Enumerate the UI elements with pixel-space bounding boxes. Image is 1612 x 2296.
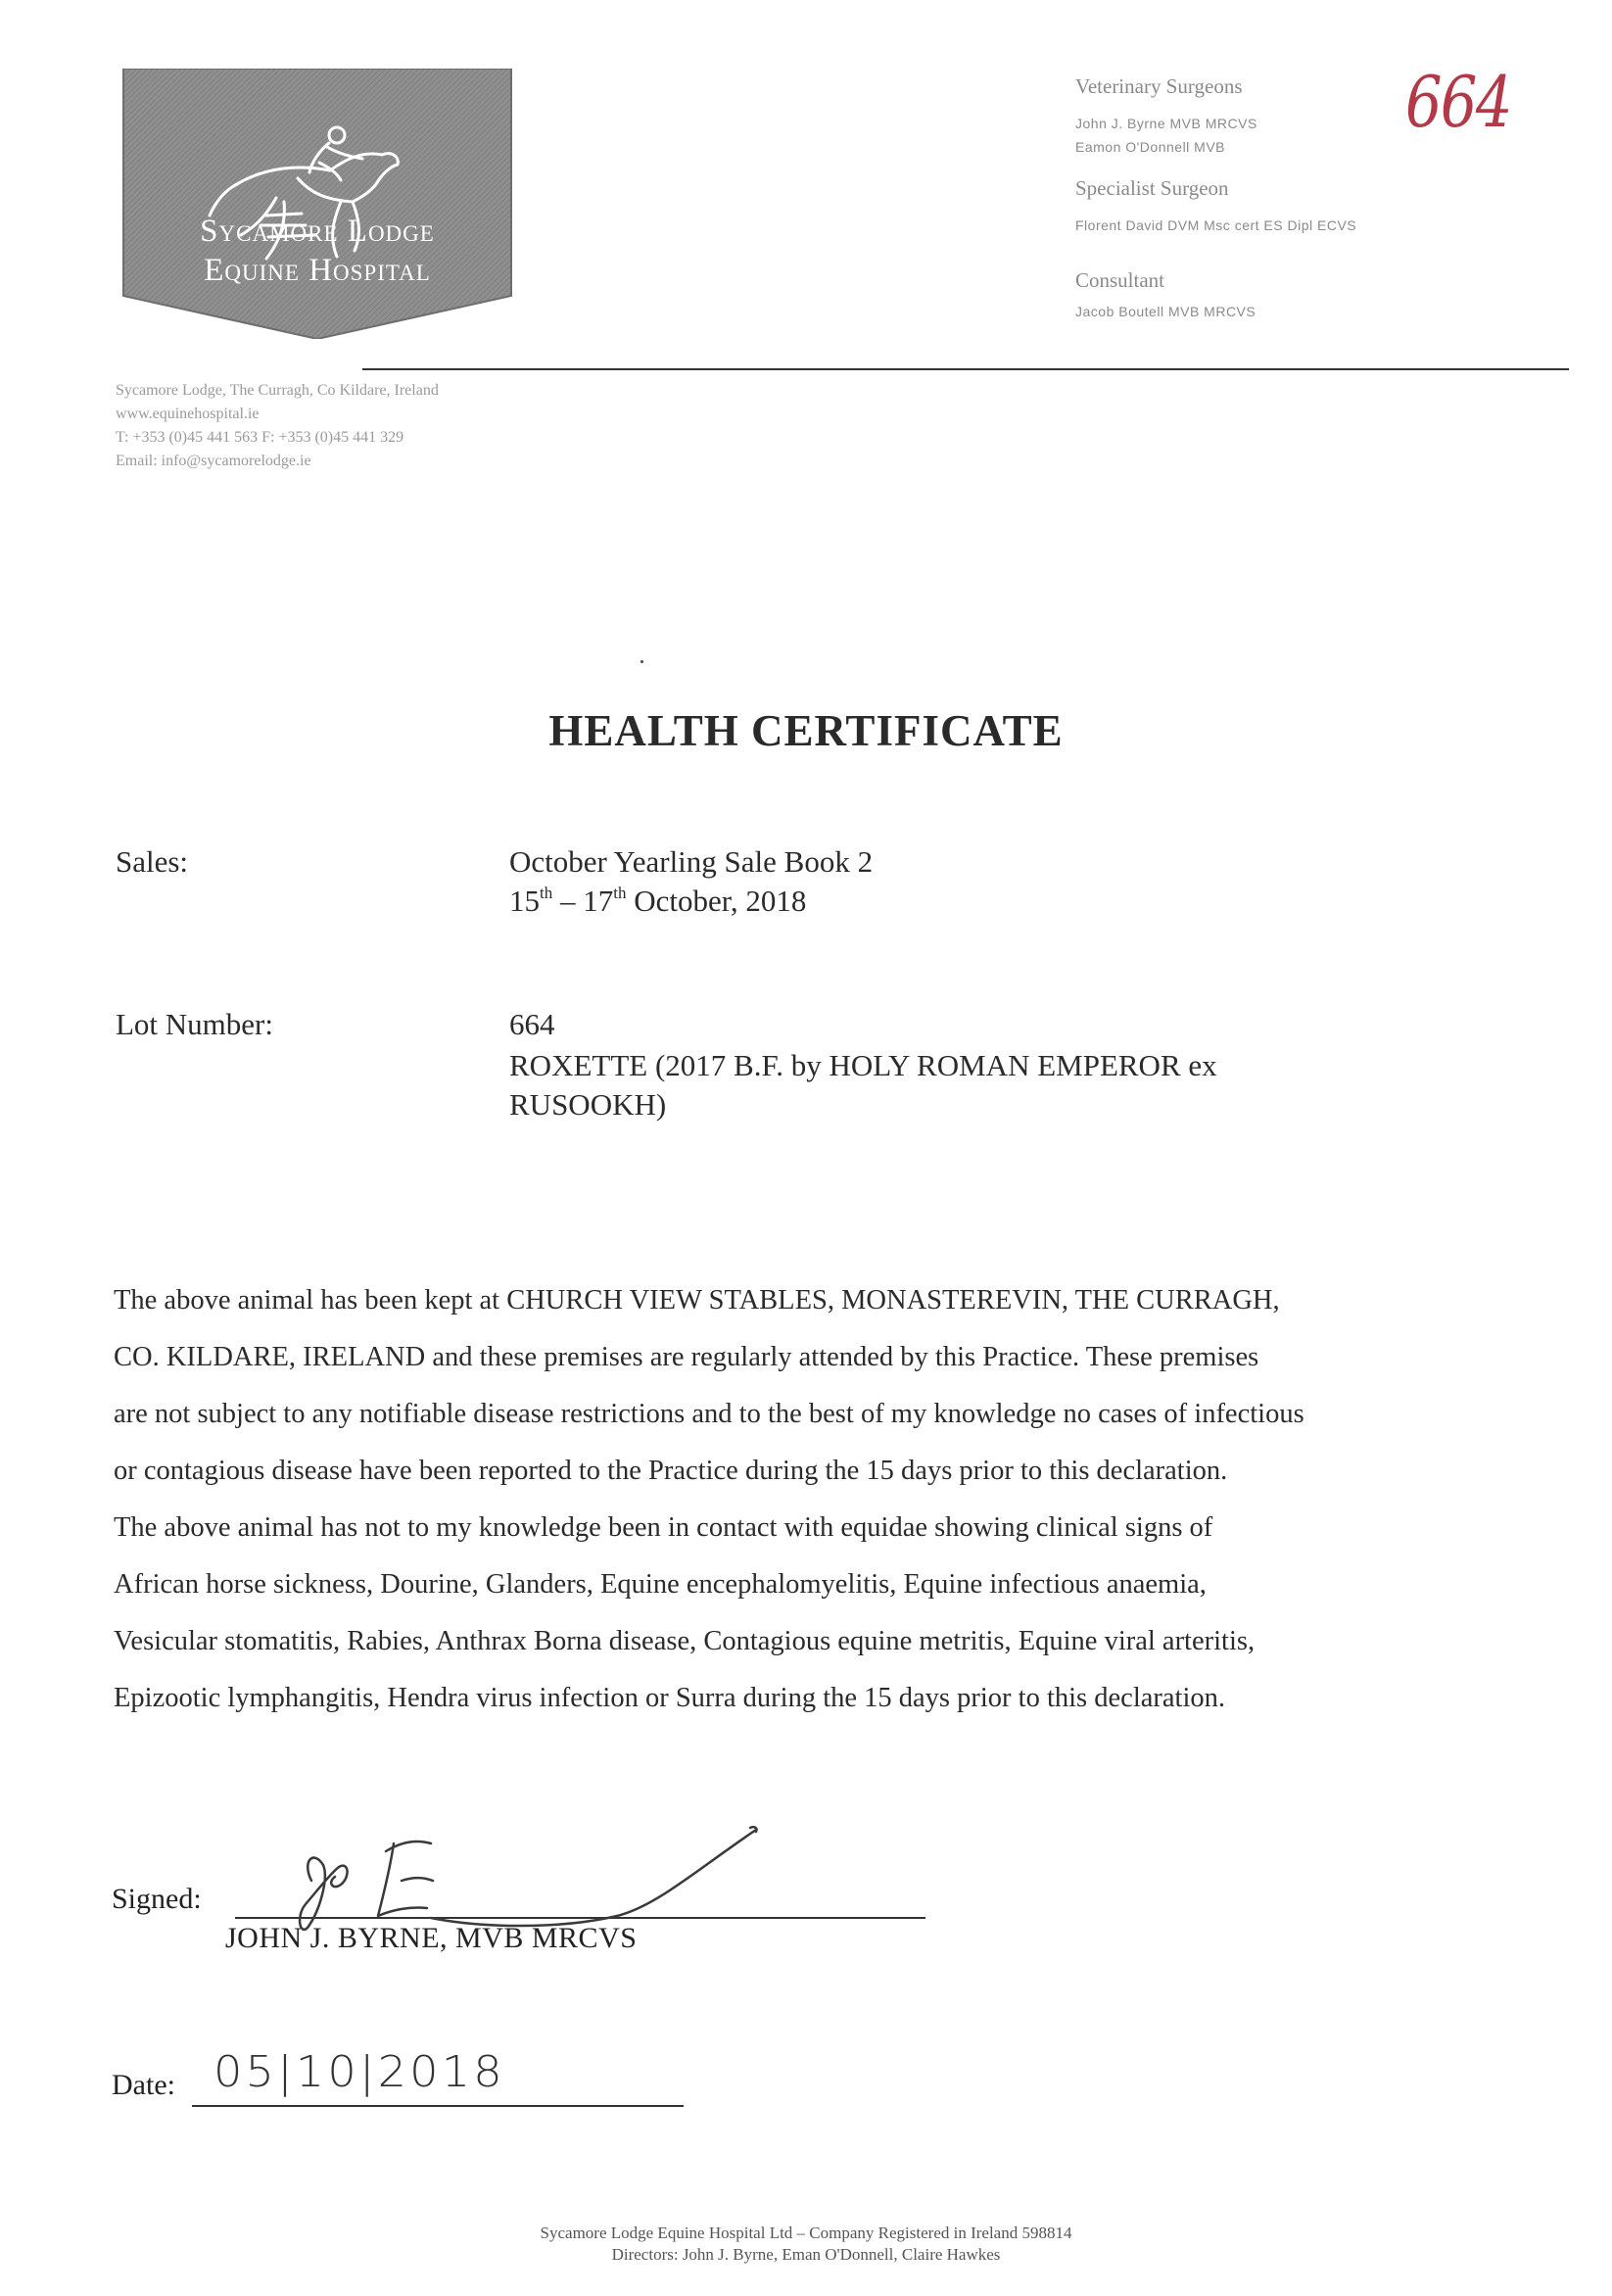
footer-directors: Directors: John J. Byrne, Eman O'Donnell, Claire Hawkes bbox=[611, 2245, 1001, 2264]
specialist-title: Specialist Surgeon bbox=[1075, 176, 1229, 200]
consultant-name: Jacob Boutell MVB MRCVS bbox=[1075, 304, 1256, 319]
declaration-line: Epizootic lymphangitis, Hendra virus infection or Surra during the 15 days prior to this declaration. bbox=[114, 1683, 1225, 1713]
vet-surgeon-name: John J. Byrne MVB MRCVS bbox=[1075, 116, 1257, 131]
sales-label: Sales: bbox=[116, 844, 189, 879]
sales-dates: 15th – 17th October, 2018 bbox=[509, 884, 807, 918]
handwritten-lot-number: 664 bbox=[1405, 61, 1511, 143]
certificate-title: HEALTH CERTIFICATE bbox=[548, 706, 1064, 755]
declaration-line: or contagious disease have been reported to the Practice during the 15 days prior to this declaration. bbox=[114, 1456, 1228, 1486]
logo-line-2: Equine Hospital bbox=[204, 253, 431, 288]
address-phone: T: +353 (0)45 441 563 F: +353 (0)45 441 329 bbox=[116, 429, 404, 446]
declaration-line: African horse sickness, Dourine, Glanders, Equine encephalomyelitis, Equine infectious anaemia, bbox=[114, 1569, 1207, 1600]
logo-line-1: Sycamore Lodge bbox=[200, 214, 435, 249]
hospital-logo bbox=[119, 69, 515, 339]
vet-surgeon-name: Eamon O'Donnell MVB bbox=[1075, 139, 1226, 155]
lot-description: ROXETTE (2017 B.F. by HOLY ROMAN EMPEROR ex bbox=[509, 1048, 1217, 1082]
address-line: Sycamore Lodge, The Curragh, Co Kildare, Ireland bbox=[116, 382, 439, 399]
declaration-line: CO. KILDARE, IRELAND and these premises are regularly attended by this Practice. These premises bbox=[114, 1342, 1259, 1372]
specialist-name: Florent David DVM Msc cert ES Dipl ECVS bbox=[1075, 217, 1357, 233]
signer-name: JOHN J. BYRNE, MVB MRCVS bbox=[225, 1922, 638, 1954]
lot-number: 664 bbox=[509, 1007, 555, 1041]
signed-label: Signed: bbox=[112, 1883, 202, 1915]
date-line bbox=[192, 2105, 684, 2107]
declaration-line: The above animal has not to my knowledge been in contact with equidae showing clinical signs of bbox=[114, 1512, 1213, 1543]
vet-surgeons-title: Veterinary Surgeons bbox=[1075, 74, 1243, 98]
logo-banner-shape bbox=[119, 69, 515, 339]
sales-name: October Yearling Sale Book 2 bbox=[509, 844, 874, 879]
declaration-line: are not subject to any notifiable disease restrictions and to the best of my knowledge no cases of infectious bbox=[114, 1399, 1304, 1429]
footer-company: Sycamore Lodge Equine Hospital Ltd – Company Registered in Ireland 598814 bbox=[540, 2224, 1072, 2242]
header-divider bbox=[362, 368, 1569, 370]
address-email: Email: info@sycamorelodge.ie bbox=[116, 453, 311, 469]
declaration-line: The above animal has been kept at CHURCH VIEW STABLES, MONASTEREVIN, THE CURRAGH, bbox=[114, 1285, 1280, 1315]
lot-description-cont: RUSOOKH) bbox=[509, 1087, 667, 1122]
date-label: Date: bbox=[112, 2069, 175, 2101]
lot-label: Lot Number: bbox=[116, 1007, 273, 1041]
stray-mark bbox=[640, 660, 643, 663]
address-website: www.equinehospital.ie bbox=[116, 406, 260, 422]
handwritten-date: 05|10|2018 bbox=[213, 2047, 505, 2097]
consultant-title: Consultant bbox=[1075, 268, 1165, 292]
declaration-line: Vesicular stomatitis, Rabies, Anthrax Borna disease, Contagious equine metritis, Equine viral arteritis, bbox=[114, 1626, 1256, 1656]
